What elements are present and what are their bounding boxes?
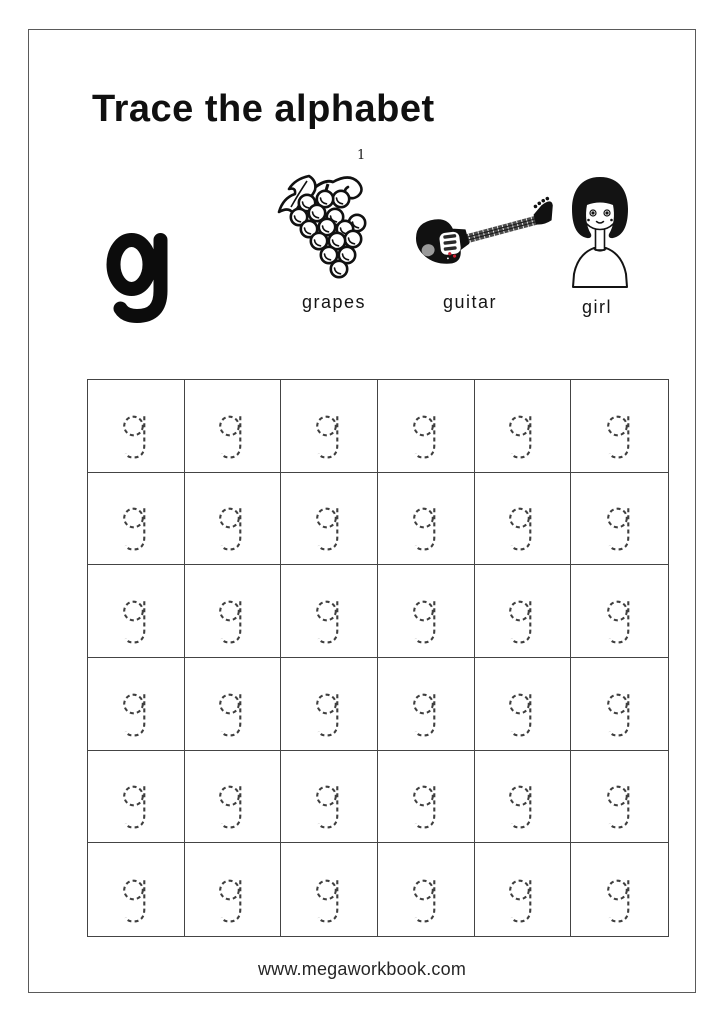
trace-cell [378, 658, 475, 751]
girl-icon [566, 176, 634, 290]
trace-cell [281, 380, 378, 473]
page-number: 1 [357, 148, 366, 163]
trace-cell [281, 843, 378, 936]
vocab-label-girl: girl [581, 297, 612, 317]
trace-cell [185, 658, 282, 751]
trace-cell [378, 565, 475, 658]
trace-cell [571, 843, 668, 936]
trace-cell [378, 473, 475, 566]
trace-cell [378, 751, 475, 844]
trace-cell [475, 843, 572, 936]
trace-grid [87, 379, 669, 937]
trace-cell [378, 843, 475, 936]
page-title: Trace the alphabet [92, 88, 435, 130]
trace-cell [88, 751, 185, 844]
trace-cell [88, 473, 185, 566]
trace-cell [571, 658, 668, 751]
trace-cell [88, 843, 185, 936]
vocab-label-grapes: grapes [301, 292, 367, 312]
trace-cell [571, 751, 668, 844]
trace-cell [571, 380, 668, 473]
vocab-label-guitar: guitar [442, 292, 498, 312]
trace-cell [571, 565, 668, 658]
trace-cell [281, 473, 378, 566]
trace-cell [88, 565, 185, 658]
trace-cell [281, 751, 378, 844]
trace-cell [475, 565, 572, 658]
trace-cell [185, 565, 282, 658]
trace-cell [475, 658, 572, 751]
footer-url: www.megaworkbook.com [257, 959, 467, 979]
trace-cell [88, 380, 185, 473]
trace-cell [475, 473, 572, 566]
trace-cell [571, 473, 668, 566]
trace-cell [185, 843, 282, 936]
trace-cell [475, 751, 572, 844]
trace-cell [185, 751, 282, 844]
big-letter-g [106, 233, 168, 323]
worksheet-page [28, 29, 696, 993]
guitar-icon [409, 193, 561, 277]
grapes-icon [273, 171, 373, 286]
trace-cell [378, 380, 475, 473]
trace-cell [281, 658, 378, 751]
trace-cell [88, 658, 185, 751]
trace-cell [475, 380, 572, 473]
big-letter-g-glyph [106, 233, 168, 323]
trace-cell [281, 565, 378, 658]
trace-cell [185, 473, 282, 566]
trace-cell [185, 380, 282, 473]
